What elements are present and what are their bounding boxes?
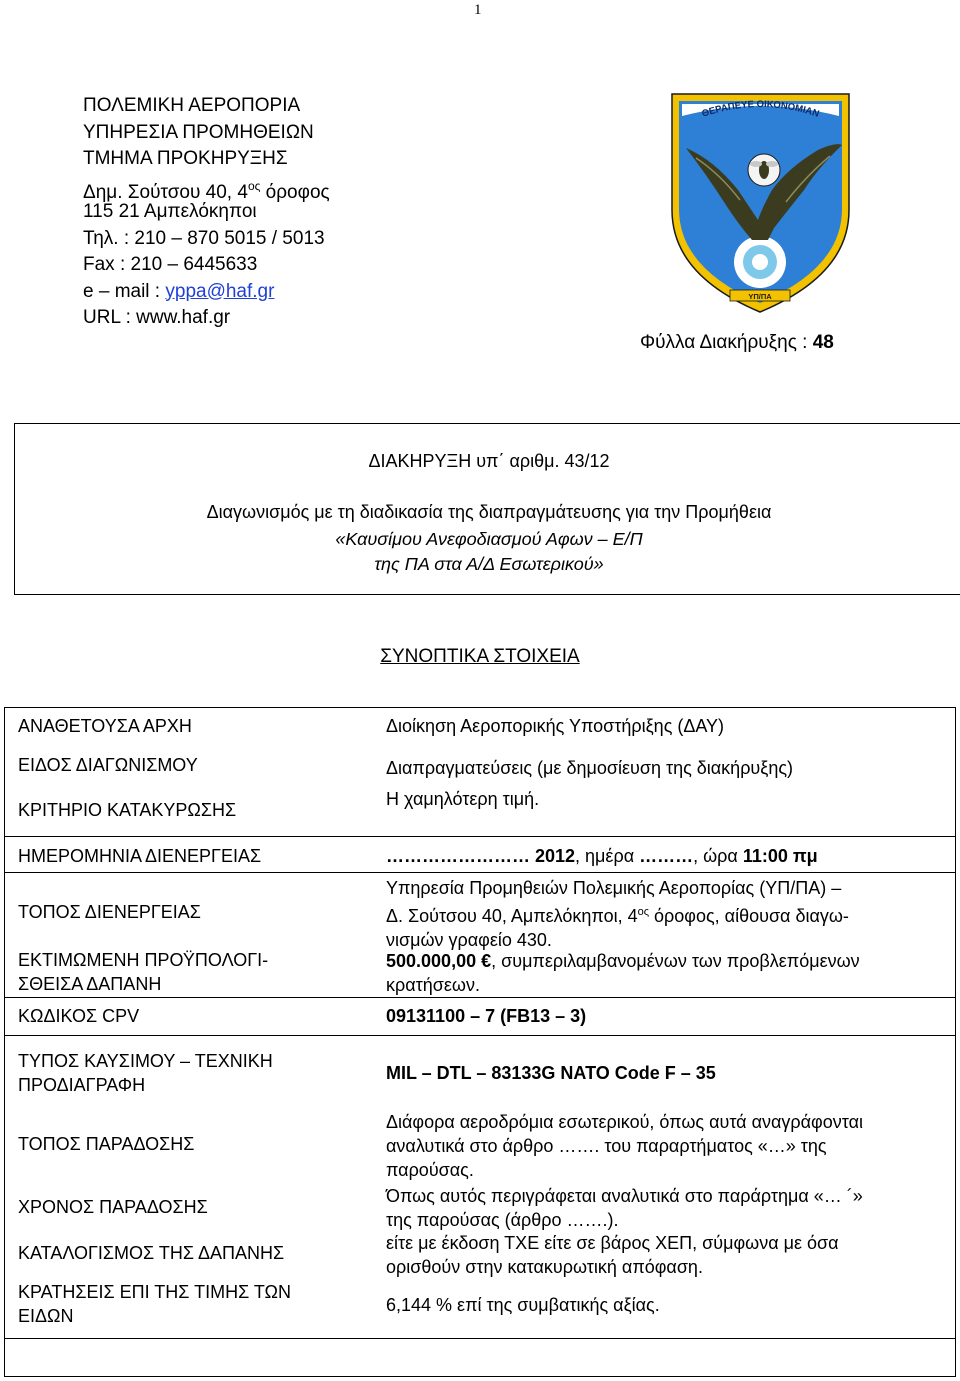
type-value: Διαπραγματεύσεις (με δημοσίευση της διακήρυξης) [386, 758, 794, 778]
date-label: ΗΜΕΡΟΜΗΝΙΑ ΔΙΕΝΕΡΓΕΙΑΣ [18, 846, 262, 866]
fax-line: Fax : 210 – 6445633 [83, 254, 258, 275]
sheets-count: Φύλλα Διακήρυξης : 48 [640, 332, 834, 353]
authority-value: Διοίκηση Αεροπορικής Υποστήριξης (ΔΑΥ) [386, 716, 725, 736]
declaration-box [14, 423, 960, 595]
email-line: e – mail : yppa@haf.gr [83, 280, 275, 302]
budget-label: ΕΚΤΙΜΩΜΕΝΗ ΠΡΟΫΠΟΛΟΓΙ- ΣΘΕΙΣΑ ΔΑΠΑΝΗ [18, 950, 269, 994]
service-name: ΥΠΗΡΕΣΙΑ ΠΡΟΜΗΘΕΙΩΝ [83, 121, 314, 143]
summary-table [4, 707, 956, 1377]
delivery-place-value: Διάφορα αεροδρόμια εσωτερικού, όπως αυτά αναγράφονται αναλυτικά στο άρθρο ……. του παραρτήματος «…» της παρούσας. [386, 1112, 863, 1180]
fuel-spec-label: ΤΥΠΟΣ ΚΑΥΣΙΜΟΥ – ΤΕΧΝΙΚΗ ΠΡΟΔΙΑΓΡΑΦΗ [18, 1051, 273, 1095]
phone-line: Τηλ. : 210 – 870 5015 / 5013 [83, 227, 325, 249]
authority-label: ΑΝΑΘΕΤΟΥΣΑ ΑΡΧΗ [18, 716, 192, 736]
place-value: Υπηρεσία Προμηθειών Πολεμικής Αεροπορίας (ΥΠ/ΠΑ) – Δ. Σούτσου 40, Αμπελόκηποι, $4^{o\varsigma}$ όροφος, αίθουσα διαγω- νισμών γραφείο 430. [386, 878, 849, 950]
cpv-value: 09131100 – 7 (FB13 – 3) [386, 1006, 587, 1026]
url-line: URL : www.haf.gr [83, 307, 231, 328]
email-link[interactable]: yppa@haf.gr [165, 280, 275, 302]
sender-address-block [83, 93, 330, 332]
row-divider [5, 1035, 955, 1036]
type-label: ΕΙΔΟΣ ΔΙΑΓΩΝΙΣΜΟΥ [18, 755, 198, 775]
org-name: ΠΟΛΕΜΙΚΗ ΑΕΡΟΠΟΡΙΑ [83, 95, 301, 116]
delivery-time-value: Όπως αυτός περιγράφεται αναλυτικά στο παράρτημα «… ´» της παρούσας (άρθρο …….). [386, 1186, 863, 1230]
budget-value: 500.000,00 €, συμπεριλαμβανομένων των προβλεπόμενων κρατήσεων. [386, 951, 860, 995]
postal-address: 115 21 Αμπελόκηποι [83, 201, 257, 222]
cost-allocation-value: είτε με έκδοση ΤΧΕ είτε σε βάρος ΧΕΠ, σύμφωνα με όσα ορισθούν στην κατακυρωτική απόφαση. [386, 1233, 839, 1277]
declaration-subject: Διαγωνισμός με τη διαδικασία της διαπραγμάτευσης για την Προμήθεια [206, 502, 772, 522]
declaration-number: ΔΙΑΚΗΡΥΞΗ υπ΄ αριθμ. 43/12 [368, 451, 610, 471]
unit-emblem [668, 90, 853, 315]
declaration-item-line2: της ΠΑ στα Α/Δ Εσωτερικού» [374, 554, 604, 574]
row-divider [5, 997, 955, 998]
row-divider [5, 836, 955, 837]
cpv-label: ΚΩΔΙΚΟΣ CPV [18, 1006, 140, 1026]
date-value: …………………… 2012, ημέρα ………, ώρα 11:00 πμ [386, 846, 818, 866]
emblem-banner: ΥΠ/ΠΑ [748, 292, 772, 301]
department-name: ΤΜΗΜΑ ΠΡΟΚΗΡΥΞΗΣ [83, 148, 288, 169]
delivery-time-label: ΧΡΟΝΟΣ ΠΑΡΑΔΟΣΗΣ [18, 1197, 208, 1217]
criterion-label: ΚΡΙΤΗΡΙΟ ΚΑΤΑΚΥΡΩΣΗΣ [18, 800, 237, 820]
fuel-spec-value: MIL – DTL – 83133G NATO Code F – 35 [386, 1063, 716, 1083]
delivery-place-label: ΤΟΠΟΣ ΠΑΡΑΔΟΣΗΣ [18, 1134, 195, 1154]
street-address: Δημ. Σούτσου 40, $4^{o\varsigma}$ όροφος [83, 178, 330, 203]
deductions-value: 6,144 % επί της συμβατικής αξίας. [386, 1295, 660, 1315]
declaration-item-line1: «Καυσίμου Ανεφοδιασμού Αφων – Ε/Π [335, 529, 643, 549]
deductions-label: ΚΡΑΤΗΣΕΙΣ ΕΠΙ ΤΗΣ ΤΙΜΗΣ ΤΩΝ ΕΙΔΩΝ [18, 1282, 291, 1326]
place-label: ΤΟΠΟΣ ΔΙΕΝΕΡΓΕΙΑΣ [18, 902, 201, 922]
emblem-motto: ΘΕΡΑΠΕΥΕ ΟΙΚΟΝΟΜΙΑΝ [700, 98, 821, 120]
criterion-value: Η χαμηλότερη τιμή. [386, 789, 540, 809]
cost-allocation-label: ΚΑΤΑΛΟΓΙΣΜΟΣ ΤΗΣ ΔΑΠΑΝΗΣ [18, 1243, 285, 1263]
row-divider [5, 1338, 955, 1339]
summary-title: ΣΥΝΟΠΤΙΚΑ ΣΤΟΙΧΕΙΑ [380, 646, 580, 667]
page-number: 1 [474, 2, 482, 18]
row-divider [5, 872, 955, 873]
